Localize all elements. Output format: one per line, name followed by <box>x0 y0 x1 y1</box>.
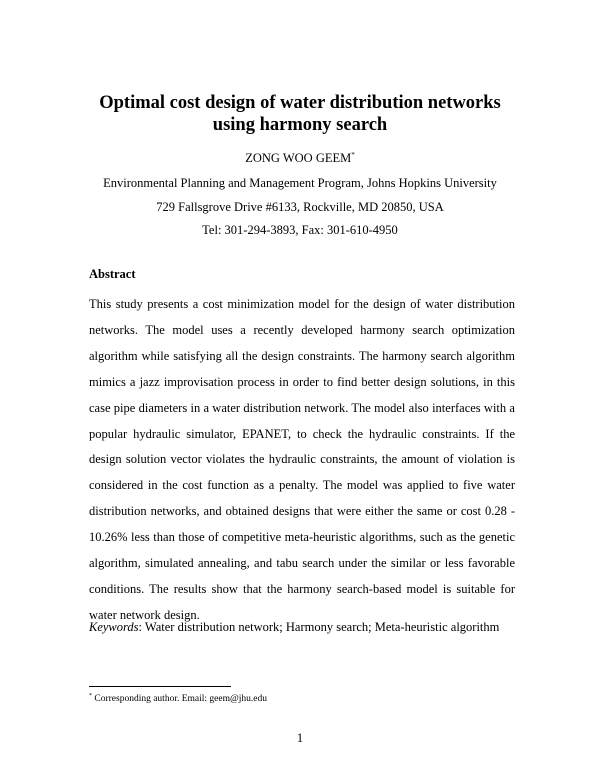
keywords-line <box>89 619 515 635</box>
author-name-text: ZONG WOO GEEM <box>245 151 352 165</box>
footnote-divider <box>89 686 231 687</box>
author-address: 729 Fallsgrove Drive #6133, Rockville, MD 20850, USA <box>156 200 444 214</box>
paper-title <box>60 92 540 136</box>
abstract-heading: Abstract <box>89 267 136 281</box>
keywords-label: Keywords <box>89 620 139 634</box>
footnote-text: Corresponding author. Email: geem@jhu.edu <box>92 694 267 704</box>
footnote-mark: * <box>89 693 92 699</box>
author-contact: Tel: 301-294-3893, Fax: 301-610-4950 <box>202 223 398 237</box>
paper-title-line-1: Optimal cost design of water distribution networks <box>99 93 501 113</box>
footnote <box>89 693 267 705</box>
abstract-body: This study presents a cost minimization model for the design of water distribution networks. The model uses a recently developed harmony search optimization algorithm while satisfying all the design constraints. The harmony search algorithm mimics a jazz improvisation process in order to find better design solutions, in this case pipe diameters in a water distribution network. The model also interfaces with a popular hydraulic simulator, EPANET, to check the hydraulic constraints. If the design solution vector violates the hydraulic constraints, the amount of violation is considered in the cost function as a penalty. The model was applied to five water distribution networks, and obtained designs that were either the same or cost 0.28 - 10.26% less than those of competitive meta-heuristic algorithms, such as the genetic algorithm, simulated annealing, and tabu search under the similar or less favorable conditions. The results show that the harmony search-based model is suitable for water network design. <box>89 297 515 622</box>
author-footnote-mark: * <box>351 151 355 159</box>
paper-title-line-2: using harmony search <box>212 115 388 135</box>
author-name <box>60 150 540 166</box>
keywords-text: : Water distribution network; Harmony search; Meta-heuristic algorithm <box>138 620 500 634</box>
page-number: 1 <box>296 731 304 745</box>
author-affiliation: Environmental Planning and Management Program, Johns Hopkins University <box>103 176 497 190</box>
